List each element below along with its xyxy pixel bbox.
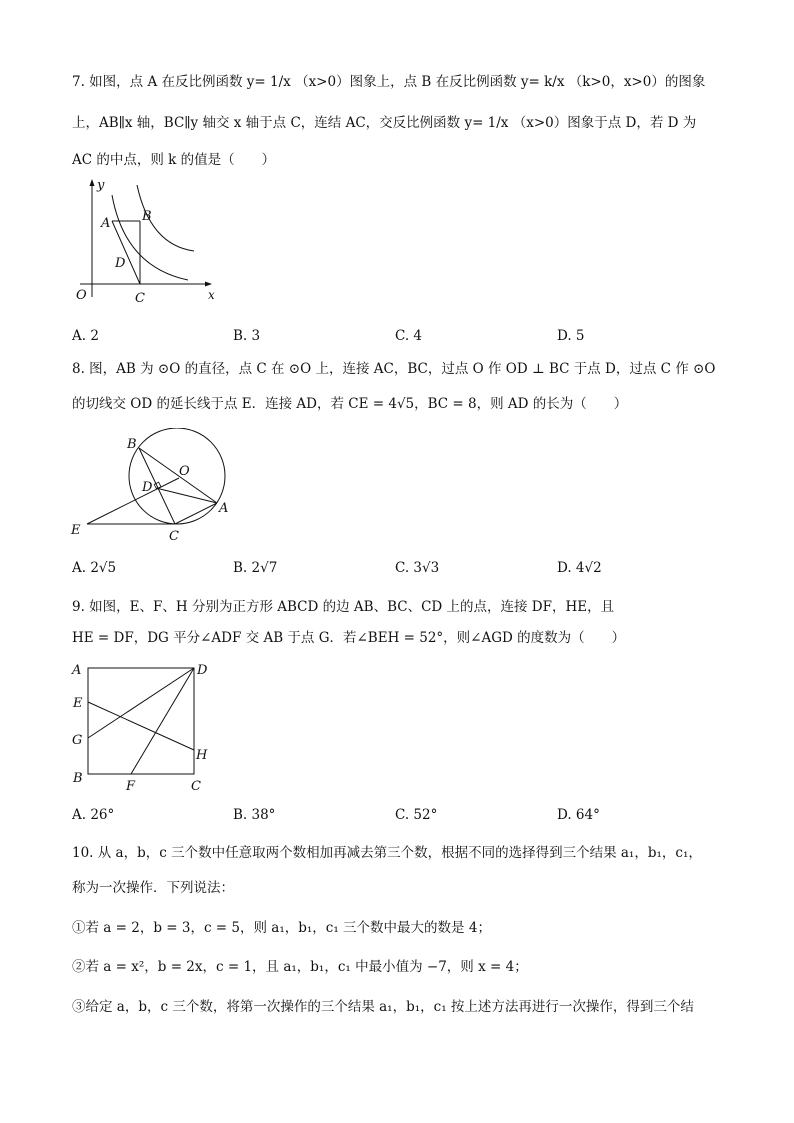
q8-label-B: B: [127, 437, 137, 452]
q9-label-C: C: [191, 779, 201, 794]
q8-option-d: D. 4√2: [557, 560, 602, 576]
q7-label-y: y: [97, 178, 105, 193]
q8-figure: [65, 428, 240, 548]
q7-line1: 7. 如图，点 A 在反比例函数 y= 1/x （x>0）图象上，点 B 在反比例函数 y= k/x （k>0，x>0）的图象: [72, 74, 706, 90]
q8-label-A: A: [219, 501, 229, 516]
q7-option-b: B. 3: [233, 328, 261, 344]
q9-label-B: B: [73, 771, 83, 786]
q9-label-G: G: [72, 733, 83, 748]
q9-label-E: E: [73, 696, 83, 711]
q10-item2: ②若 a = x²，b = 2x，c = 1，且 a₁，b₁，c₁ 中最小值为 −7，则 x = 4；: [72, 959, 528, 975]
q10-line2: 称为一次操作．下列说法：: [72, 880, 234, 896]
q8-label-E: E: [71, 523, 81, 538]
q8-label-C: C: [169, 529, 179, 544]
q7-line3: AC 的中点，则 k 的值是（ ）: [72, 152, 276, 168]
q9-option-b: B. 38°: [233, 807, 276, 823]
q8-option-a: A. 2√5: [72, 560, 117, 576]
q7-line2: 上，AB∥x 轴，BC∥y 轴交 x 轴于点 C，连结 AC，交反比例函数 y= 1/x （x>0）图象于点 D，若 D 为: [72, 115, 697, 131]
q8-label-D: D: [142, 480, 153, 495]
q9-line1: 9. 如图，E、F、H 分别为正方形 ABCD 的边 AB、BC、CD 上的点，连接 DF，HE，且: [72, 599, 615, 615]
q8-option-b: B. 2√7: [233, 560, 278, 576]
q9-option-d: D. 64°: [557, 807, 600, 823]
q9-label-D: D: [197, 663, 208, 678]
q8-line2: 的切线交 OD 的延长线于点 E．连接 AD，若 CE = 4√5，BC = 8，则 AD 的长为（ ）: [72, 396, 628, 412]
q10-item1: ①若 a = 2，b = 3，c = 5，则 a₁，b₁，c₁ 三个数中最大的数是 4；: [72, 920, 491, 936]
q8-option-c: C. 3√3: [395, 560, 440, 576]
q7-label-C: C: [135, 291, 145, 306]
q9-line2: HE = DF，DG 平分∠ADF 交 AB 于点 G．若∠BEH = 52°，则∠AGD 的度数为（ ）: [72, 630, 626, 646]
q10-line1: 10. 从 a，b，c 三个数中任意取两个数相加再减去第三个数，根据不同的选择得到三个结果 a₁，b₁，c₁，: [72, 845, 702, 861]
q7-label-A: A: [101, 216, 111, 231]
q7-option-a: A. 2: [72, 328, 99, 344]
q9-label-H: H: [196, 748, 208, 763]
q7-label-D: D: [115, 256, 126, 271]
q7-label-x: x: [208, 288, 215, 302]
q7-label-O: O: [76, 288, 87, 303]
q10-item3: ③给定 a，b，c 三个数，将第一次操作的三个结果 a₁，b₁，c₁ 按上述方法再进行一次操作，得到三个结: [72, 999, 694, 1015]
q7-figure: [70, 175, 230, 310]
q7-option-c: C. 4: [395, 328, 423, 344]
q9-figure: [68, 660, 218, 795]
q9-option-a: A. 26°: [72, 807, 115, 823]
q8-label-O: O: [179, 464, 190, 479]
q7-option-d: D. 5: [557, 328, 585, 344]
q9-option-c: C. 52°: [395, 807, 438, 823]
q9-label-F: F: [126, 779, 136, 794]
q9-label-A: A: [72, 663, 82, 678]
q7-label-B: B: [142, 209, 152, 224]
q8-line1: 8. 图，AB 为 ⊙O 的直径，点 C 在 ⊙O 上，连接 AC，BC，过点 O 作 OD ⊥ BC 于点 D，过点 C 作 ⊙O: [72, 361, 716, 377]
